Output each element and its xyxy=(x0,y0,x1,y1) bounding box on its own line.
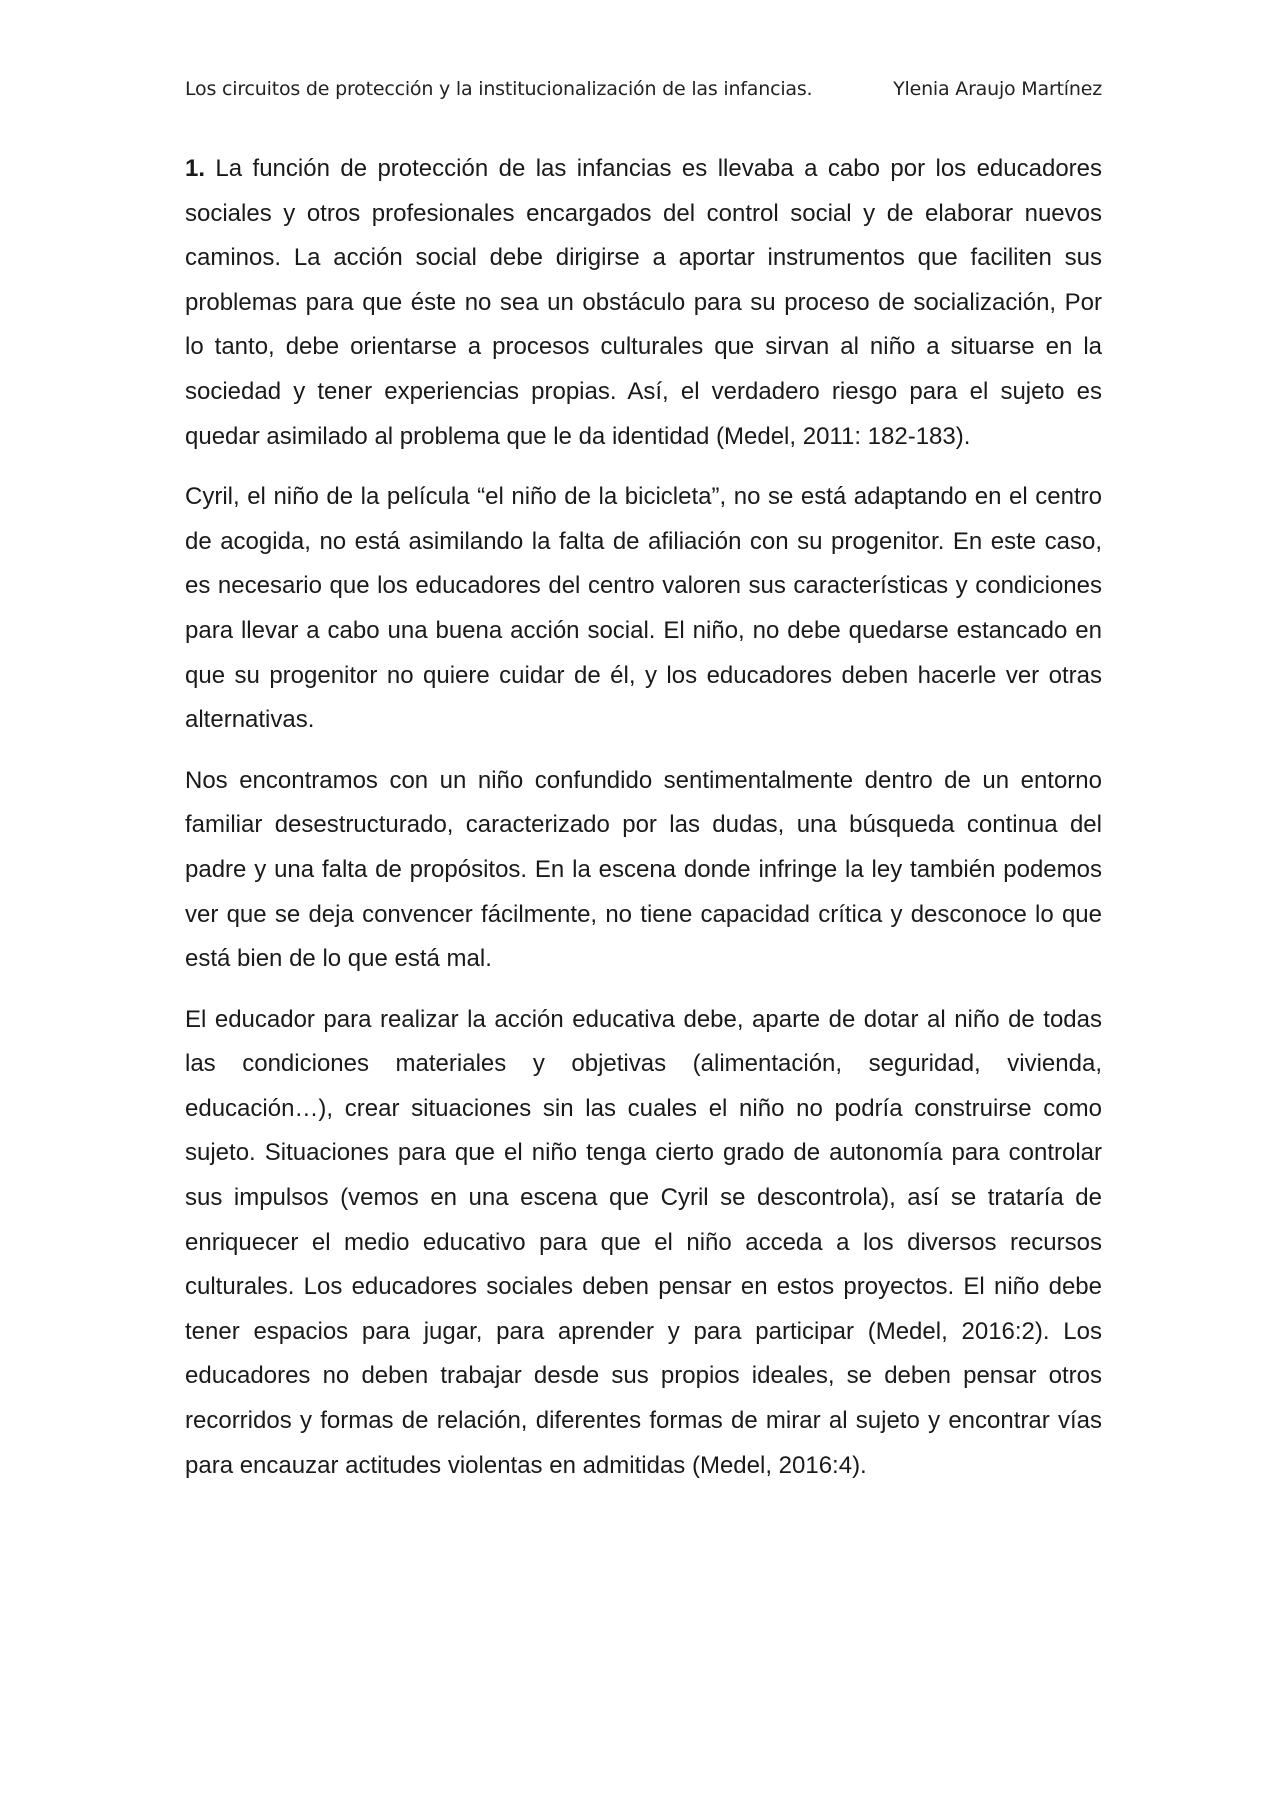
header-title: Los circuitos de protección y la institucionalización de las infancias. xyxy=(185,78,813,100)
document-body xyxy=(185,147,1102,1504)
header-author: Ylenia Araujo Martínez xyxy=(893,78,1102,100)
paragraph-4: El educador para realizar la acción educativa debe, aparte de dotar al niño de todas las condiciones materiales y objetivas (alimentación, seguridad, vivienda, educación…), crear situaciones sin las cuales el niño no podría construirse como sujeto. Situaciones para que el niño tenga cierto grado de autonomía para controlar sus impulsos (vemos en una escena que Cyril se descontrola), así se trataría de enriquecer el medio educativo para que el niño acceda a los diversos recursos culturales. Los educadores sociales deben pensar en estos proyectos. El niño debe tener espacios para jugar, para aprender y para participar (Medel, 2016:2). Los educadores no deben trabajar desde sus propios ideales, se deben pensar otros recorridos y formas de relación, diferentes formas de mirar al sujeto y encontrar vías para encauzar actitudes violentas en admitidas (Medel, 2016:4). xyxy=(185,1005,1102,1479)
paragraph-1-text: La función de protección de las infancias es llevaba a cabo por los educadores sociales y otros profesionales encargados del control social y de elaborar nuevos caminos. La acción social debe dirigirse a aportar instrumentos que faciliten sus problemas para que éste no sea un obstáculo para su proceso de socialización, Por lo tanto, debe orientarse a procesos culturales que sirvan al niño a situarse en la sociedad y tener experiencias propias. Así, el verdadero riesgo para el sujeto es quedar asimilado al problema que le da identidad (Medel, 2011: 182-183). xyxy=(185,155,1102,450)
section-number: 1. xyxy=(185,155,206,182)
paragraph-1 xyxy=(185,147,1102,459)
paragraph-3: Nos encontramos con un niño confundido sentimentalmente dentro de un entorno familiar desestructurado, caracterizado por las dudas, una búsqueda continua del padre y una falta de propósitos. En la escena donde infringe la ley también podemos ver que se deja convencer fácilmente, no tiene capacidad crítica y desconoce lo que está bien de lo que está mal. xyxy=(185,766,1102,973)
page-header xyxy=(185,78,1102,100)
paragraph-2: Cyril, el niño de la película “el niño de la bicicleta”, no se está adaptando en el centro de acogida, no está asimilando la falta de afiliación con su progenitor. En este caso, es necesario que los educadores del centro valoren sus características y condiciones para llevar a cabo una buena acción social. El niño, no debe quedarse estancado en que su progenitor no quiere cuidar de él, y los educadores deben hacerle ver otras alternativas. xyxy=(185,483,1102,734)
